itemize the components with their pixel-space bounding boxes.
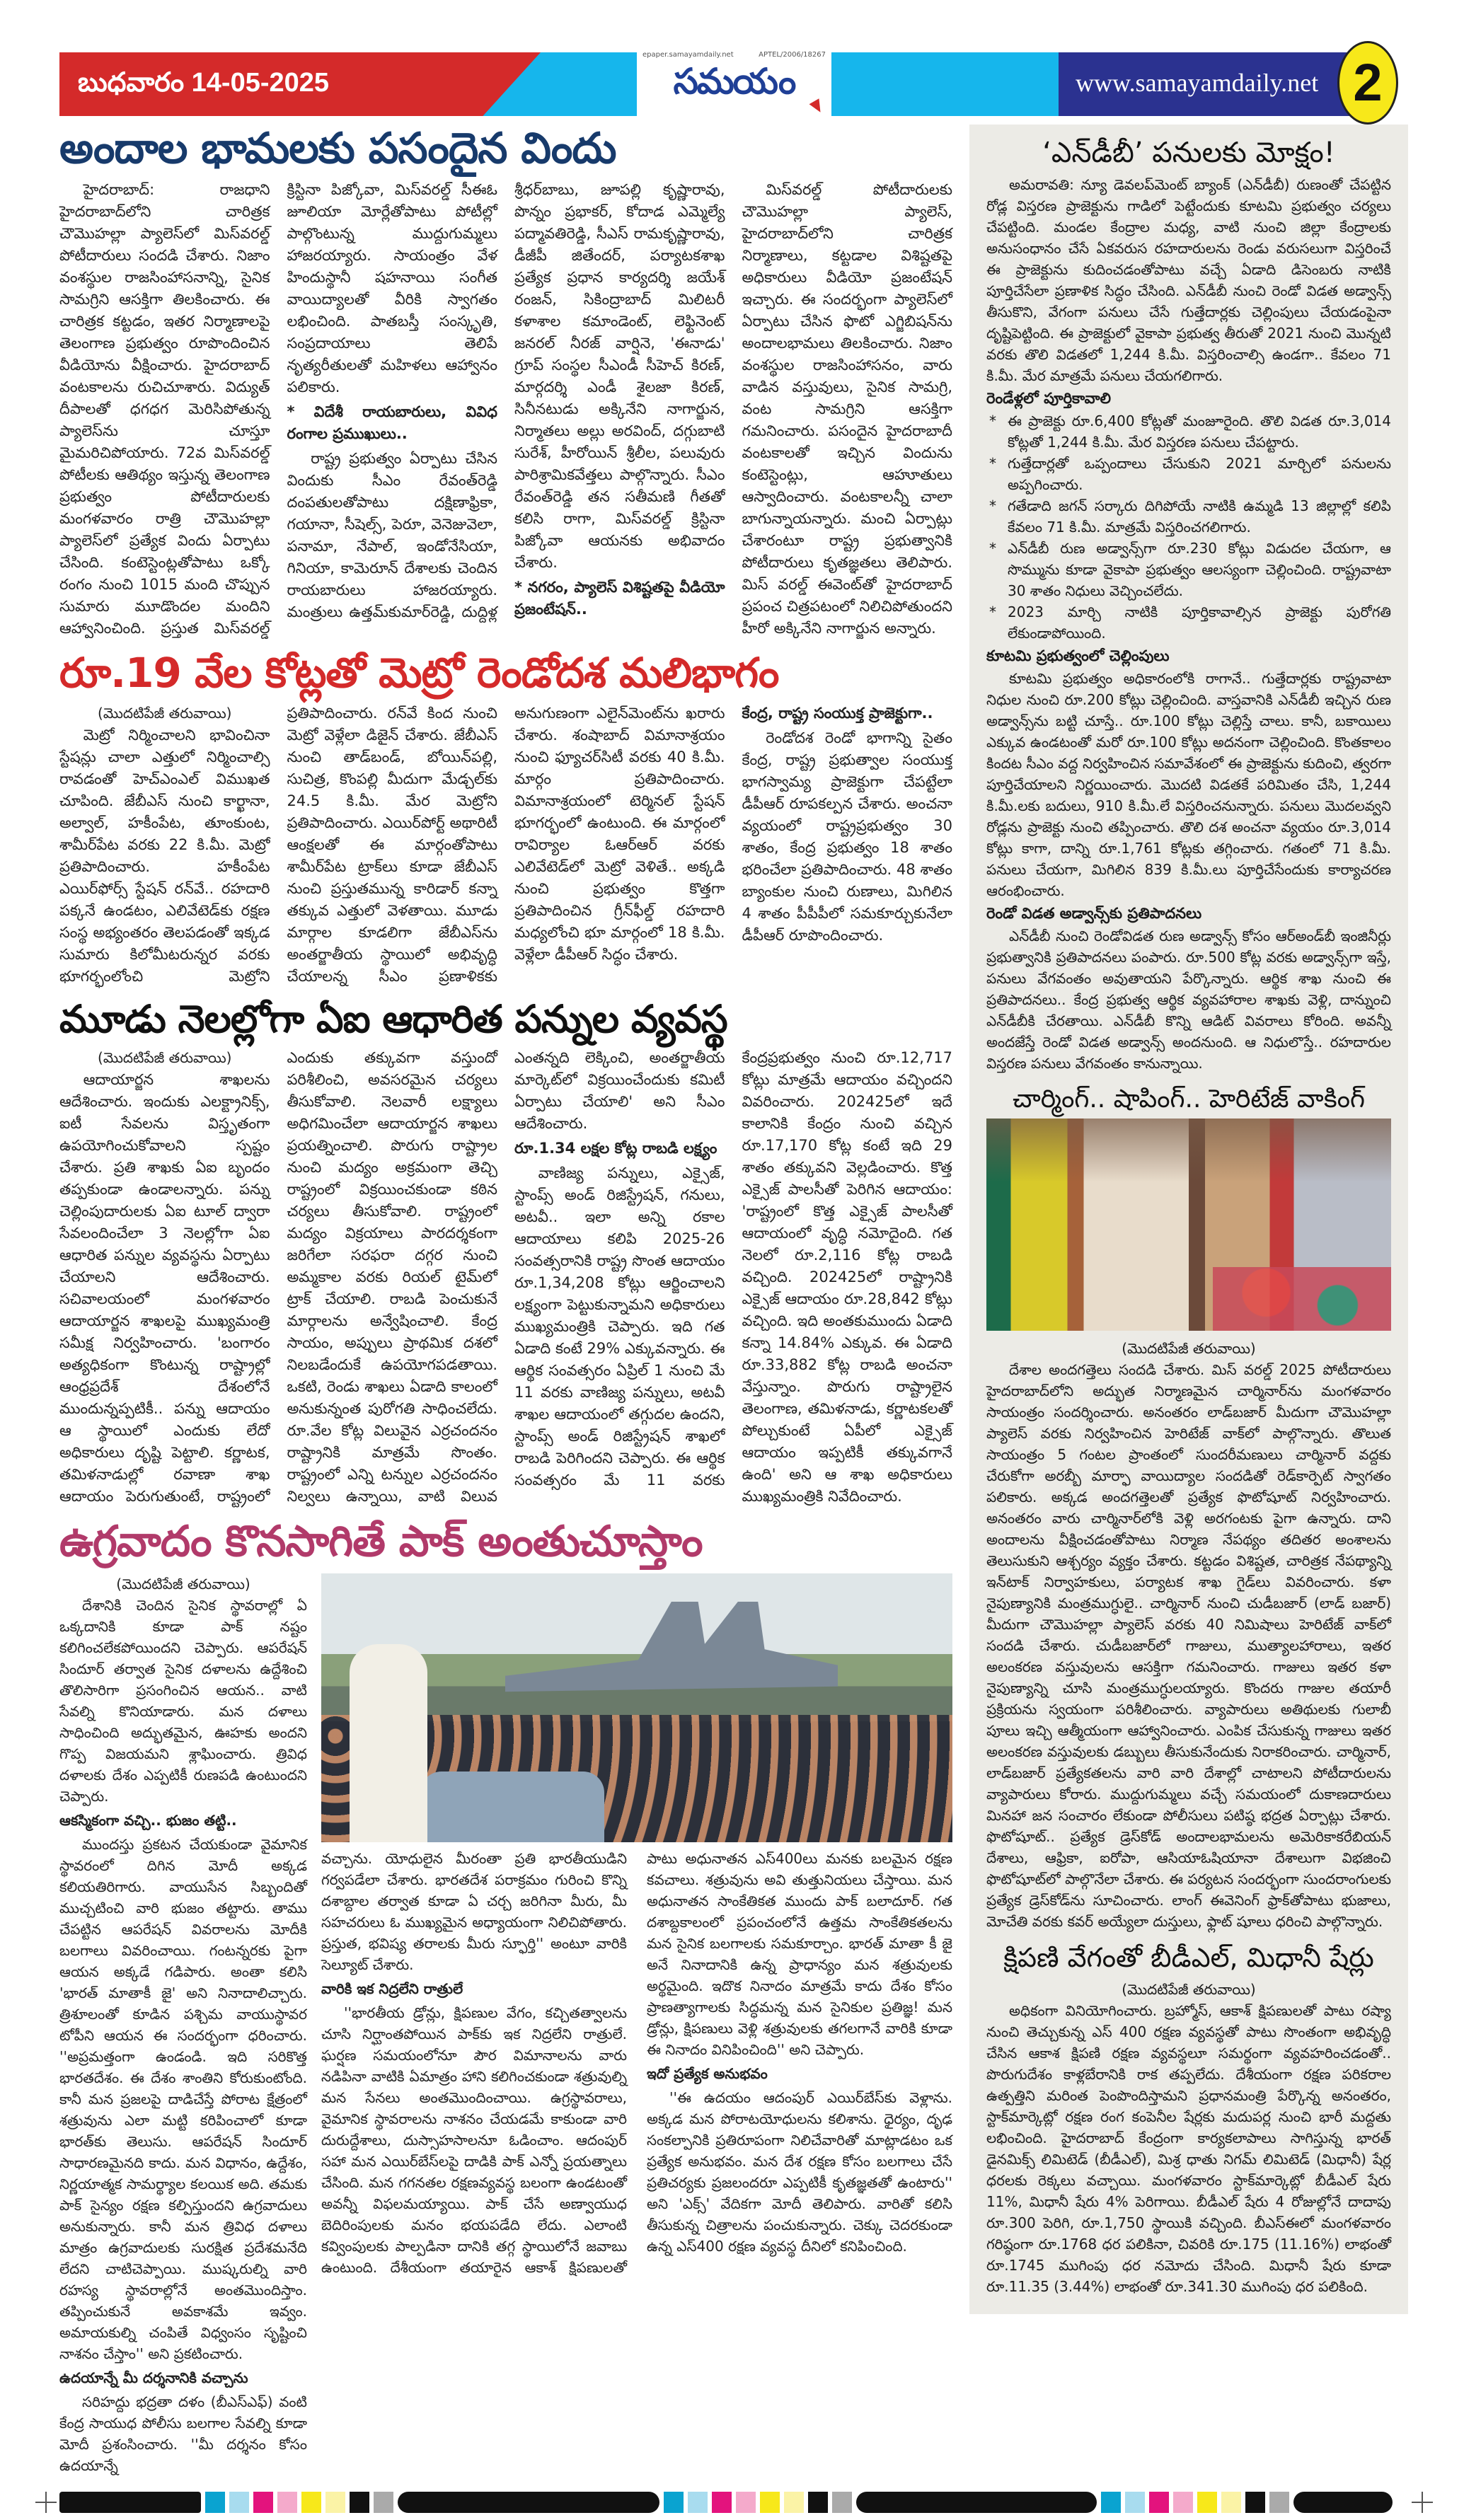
- photo-pm-with-air-force: [321, 1573, 952, 1842]
- subheading: కూటమి ప్రభుత్వంలో చెల్లింపులు: [986, 647, 1170, 664]
- headline-ndb: ‘ఎన్‌డీబీ’ పనులకు మోక్షం!: [1042, 137, 1335, 169]
- continued-label: (మొదటిపేజీ తరువాయి): [98, 1048, 232, 1066]
- headline-pak: ఉగ్రవాదం కొనసాగితే పాక్ అంతుచూస్తాం: [59, 1516, 703, 1566]
- headline-bdl: క్షిపణి వేగంతో బీడీఎల్, మిధానీ షేర్లు: [1003, 1942, 1374, 1974]
- fighter-jet: [505, 1602, 838, 1708]
- subheading: కేంద్ర, రాష్ట్ర సంయుక్త ప్రాజెక్టుగా..: [742, 704, 933, 722]
- article-metro-body: [59, 703, 952, 988]
- paragraph: సరిహద్దు భద్రతా దళం (బీఎస్‌ఎఫ్) వంటి కేంద్ర సాయుధ పోలీసు బలగాల సేవల్ని కూడా మోదీ ప్రశంసించారు. ''మీ దర్శనం కోసం ఉదయాన్నే: [59, 2393, 307, 2474]
- continued-label: (మొదటిపేజీ తరువాయి): [116, 1575, 250, 1593]
- article-pak-right: [321, 1573, 952, 2278]
- website-url: www.samayamdaily.net: [1076, 69, 1319, 97]
- page-body: [59, 125, 1408, 2476]
- list-item: * ఎన్‌డీబీ రుణ అడ్వాన్స్‌గా రూ.230 కోట్లు విడుదల చేయగా, ఆ సొమ్మును కూడా వైకాపా ప్రభుత్వం ఆలస్యంగా చెల్లించింది. రాష్ట్రవాటా 30 శాతం నిధులు వెచ్చించలేదు.: [986, 538, 1391, 601]
- subheading: ఉదయాన్నే మీ దర్శనానికి వచ్చాను: [59, 2369, 248, 2386]
- paragraph: ''భారతీయ డ్రోన్లు, క్షిపణుల వేగం, కచ్చితత్వాలను చూసి నిర్ఘాంతపోయిన పాక్‌కు ఇక నిద్రలేని రాత్రులే. ఘర్షణ సమయంలోనూ పౌర విమానాలను వారు నడిపినా వాటికి ఏమాత్రం హాని కలిగించకుండా శత్రువుల్ని మన సేనలు అంతమొందించాయి. ఉగ్రస్థావరాలు, వైమానిక స్థావరాలను నాశనం చేయడమే కాకుండా వారి దురుద్దేశాలు, దుస్సాహసాలనూ ఓడించాం. ఆదంపుర్ సహా మన ఎయిర్‌బేస్‌లపై దాడికి పాక్ ఎన్నో ప్రయత్నాలు చేసింది. మన గగనతల రక్షణవ్యవస్థ బలంగా ఉండటంతో అవన్నీ విఫలమయ్యాయి. పాక్ చేసే అణ్వాయుధ బెదిరింపులకు మనం భయపడేది లేదు. ఎలాంటి కవ్వింపులకు పాల్పడినా దానికి తగ్గ స్థాయిలోనే జవాబు ఉంటుంది. దేశీయంగా తయారైన ఆకాశ్ క్షిపణులతో పాటు అధునాతన ఎస్400లు మనకు బలమైన రక్షణ కవచాలు. శత్రువును అవి తుత్తునియలు చేస్తాయి. మన అధునాతన సాంకేతికత ముందు పాక్ బలాదూర్. గత దశాబ్దకాలంలో ప్రపంచంలోనే ఉత్తమ సాంకేతికతలను మన సైనిక బలగాలకు సమకూర్చాం. భారత్ మాతా కీ జై అనే నినాదానికి ఉన్న ప్రాధాన్యం మన శత్రువులకు అర్థమైంది. ఇదొక నినాదం మాత్రమే కాదు దేశం కోసం ప్రాణత్యాగాలకు సిద్ధమన్న మన సైనికుల ప్రతిజ్ఞ! మన డ్రోన్లు, క్షిపణులు వెళ్లి శత్రువులకు తగలగానే వారికి కూడా ఈ నినాదం వినిపించింది'' అని చెప్పారు.: [321, 1849, 952, 2276]
- subheading: రూ.1.34 లక్షల కోట్ల రాబడి లక్ష్యం: [514, 1139, 717, 1157]
- subheading: ఆకస్మికంగా వచ్చి.. భుజం తట్టి..: [59, 1811, 237, 1829]
- masthead: [0, 0, 1464, 120]
- article-charminar-body: [986, 1338, 1391, 1932]
- paragraph: మెట్రో నిర్మించాలని భావించినా స్టేషన్లు చాలా ఎత్తులో నిర్మించాల్సి రావడంతో హెచ్‌ఎంఎల్ విముఖత చూపింది. జేబీఎస్ నుంచి కార్ఖానా, అల్వాల్, హకీంపేట, తూంకుంట, శామీర్‌పేట వరకు 22 కి.మీ. మెట్రో ప్రతిపాదించారు. హకీంపేట ఎయిర్‌ఫోర్స్ స్టేషన్ రన్‌వే.. రహదారి పక్కనే ఉండటం, ఎలివేటెడ్‌కు రక్షణ సంస్థ అభ్యంతరం తెలపడంతో ఇక్కడ సుమారు కిలోమీటరున్నర వరకు భూగర్భంలోంచి మెట్రోని ప్రతిపాదించారు. రన్‌వే కింద నుంచి మెట్రో వెళ్లేలా డిజైన్ చేశారు. జేబీఎస్ నుంచి తాడ్‌బండ్, బోయిన్‌పల్లి, సుచిత్ర, కొంపల్లి మీదుగా మేడ్చల్‌కు 24.5 కి.మీ. మేర మెట్రోని ప్రతిపాదించారు. ఎయిర్‌పోర్ట్ అథారిటీ ఆంక్షలతో ఈ మార్గంతోపాటు శామీర్‌పేట ట్రాక్‌లు కూడా జేబీఎస్ నుంచి ప్రస్తుతమున్న కారిడార్ కన్నా తక్కువ ఎత్తులో వెళతాయి. మూడు మార్గాల కూడలిగా జేబీఎస్‌ను అంతర్జాతీయ స్థాయిలో అభివృద్ధి చేయాలన్న సీఎం ప్రణాళికకు అనుగుణంగా ఎలైన్‌మెంట్‌ను ఖరారు చేశారు. శంషాబాద్ విమానాశ్రయం నుంచి ఫ్యూచర్‌సిటీ వరకు 40 కి.మీ. మార్గం ప్రతిపాదించారు. విమానాశ్రయంలో టెర్మినల్ స్టేషన్ భూగర్భంలో ఉంటుంది. ఈ మార్గంలో రావిర్యాల ఓఆర్‌ఆర్ వరకు ఎలివేటెడ్‌లో మెట్రో వెళితే.. అక్కడి నుంచి ప్రభుత్వం కొత్తగా ప్రతిపాదించిన గ్రీన్‌ఫీల్డ్ రహదారి మధ్యలోంచి భూ మార్గంలో 18 కి.మీ. వెళ్లేలా డీపీఆర్ సిద్ధం చేశారు.: [59, 704, 725, 985]
- page-number-badge: 2: [1337, 41, 1398, 125]
- continued-label: (మొదటిపేజీ తరువాయి): [98, 704, 232, 722]
- list-item: * 2023 మార్చి నాటికి పూర్తికావాల్సిన ప్రాజెక్టు పురోగతి లేకుండాపోయింది.: [986, 601, 1391, 644]
- paragraph: ఆదాయార్జన శాఖలను ఆదేశించారు. ఇందుకు ఎలక్ట్రానిక్స్, ఐటీ సేవలను విస్తృతంగా ఉపయోగించుకోవాలని స్పష్టం చేశారు. ప్రతి శాఖకు ఏఐ బృందం తప్పకుండా ఉండాలన్నారు. పన్ను చెల్లింపుదారులకు ఏఐ టూల్ ద్వారా సేవలందించేలా 3 నెలల్లోగా ఏఐ ఆధారిత పన్నుల వ్యవస్థను ఏర్పాటు చేయాలని ఆదేశించారు. సచివాలయంలో మంగళవారం ఆదాయార్జన శాఖలపై ముఖ్యమంత్రి సమీక్ష నిర్వహించారు. 'బంగారం అత్యధికంగా కొంటున్న రాష్ట్రాల్లో ఆంధ్రప్రదేశ్ దేశంలోనే ముందున్నప్పటికీ.. పన్ను ఆదాయం ఆ స్థాయిలో ఎందుకు లేదో అధికారులు దృష్టి పెట్టాలి. కర్ణాటక, తమిళనాడుల్లో రవాణా శాఖ ఆదాయం పెరుగుతుంటే, రాష్ట్రంలో ఎందుకు తక్కువగా వస్తుందో పరిశీలించి, అవసరమైన చర్యలు తీసుకోవాలి. నెలవారీ లక్ష్యాలు అధిగమించేలా ఆదాయార్జన శాఖలు ప్రయత్నించాలి. పొరుగు రాష్ట్రాల నుంచి మద్యం అక్రమంగా తెచ్చి రాష్ట్రంలో విక్రయించకుండా కఠిన చర్యలు తీసుకోవాలి. రాష్ట్రంలో మద్యం విక్రయాలు పారదర్శకంగా జరిగేలా సరఫరా దగ్గర నుంచి అమ్మకాల వరకు రియల్ టైమ్‌లో ట్రాక్ చేయాలి. రాబడి పెంచుకునే మార్గాలను అన్వేషించాలి. కేంద్ర సాయం, అప్పులు ప్రాథమిక దశలో నిలబడేందుకే ఉపయోగపడతాయి. ఒకటి, రెండు శాఖలు ఏడాది కాలంలో అనుకున్నంత పురోగతి సాధించలేదు. రూ.వేల కోట్ల విలువైన ఎర్రచందనం రాష్ట్రానికి మాత్రమే సొంతం. రాష్ట్రంలో ఎన్ని టన్నుల ఎర్రచందనం నిల్వలు ఉన్నాయి, వాటి విలువ ఎంతన్నది లెక్కించి, అంతర్జాతీయ మార్కెట్‌లో విక్రయించేందుకు కమిటీ ఏర్పాటు చేయాలి' అని సీఎం ఆదేశించారు.: [59, 1048, 725, 1505]
- issue-date: బుధవారం 14-05-2025: [78, 68, 330, 98]
- article-ndb-body: [986, 174, 1391, 1074]
- article-pak-left-column: [59, 1573, 307, 2476]
- sidebar-panel: [969, 125, 1408, 2314]
- subheading: * నగరం, ప్యాలెస్ విశిష్టతపై వీడియో ప్రజంటేషన్..: [514, 579, 725, 618]
- continued-label: (మొదటిపేజీ తరువాయి): [1122, 1340, 1256, 1358]
- headline-metro: రూ.19 వేల కోట్లతో మెట్రో రెండోదశ మలిభాగం: [59, 649, 779, 697]
- headline-charminar: చార్మింగ్.. షాపింగ్.. హెరిటేజ్ వాకింగ్: [1013, 1085, 1365, 1114]
- registration-crosshair: [1412, 2492, 1433, 2513]
- shop-ceiling: [986, 1119, 1391, 1182]
- paragraph: దేశానికి చెందిన సైనిక స్థావరాల్లో ఏ ఒక్కదానికి కూడా పాక్ నష్టం కలిగించలేకపోయిందని చెప్పారు. ఆపరేషన్ సిందూర్ తర్వాత సైనిక దళాలను ఉద్దేశించి తొలిసారిగా ప్రసంగించిన ఆయన.. వాటి సేవల్ని కొనియాడారు. మన దళాలు సాధించింది అద్భుతమైన, ఊహకు అందని గొప్ప విజయమని శ్లాఘించారు. త్రివిధ దళాలకు దేశం ఎప్పటికీ రుణపడి ఉంటుందని చెప్పారు.: [59, 1596, 307, 1805]
- article-dinner-body: [59, 179, 952, 640]
- subheading: * విదేశీ రాయబారులు, వివిధ రంగాల ప్రముఖులు..: [287, 403, 497, 442]
- paragraph: వాణిజ్య పన్నులు, ఎక్సైజ్, స్టాంప్స్ అండ్ రిజిస్ట్రేషన్, గనులు, అటవీ.. ఇలా అన్ని రకాల ఆదాయాలు కలిపి 2025‑26 సంవత్సరానికి రాష్ట్ర సొంత ఆదాయం రూ.1,34,208 కోట్లు ఆర్జించాలని లక్ష్యంగా పెట్టుకున్నామని అధికారులు ముఖ్యమంత్రికి చెప్పారు. ఇది గత ఏడాది కంటే 29% ఎక్కువన్నారు. ఈ ఆర్థిక సంవత్సరం ఏప్రిల్ 1 నుంచి మే 11 వరకు వాణిజ్య పన్నులు, అటవీ శాఖల ఆదాయంలో తగ్గుదల ఉందని, స్టాంప్స్ అండ్ రిజిస్ట్రేషన్ శాఖలో రాబడి పెరిగిందని చెప్పారు. ఈ ఆర్థిక సంవత్సరం మే 11 వరకు కేంద్రప్రభుత్వం నుంచి రూ.12,717 కోట్లు మాత్రమే ఆదాయం వచ్చిందని వివరించారు. 202425లో ఇదే కాలానికి కేంద్రం నుంచి వచ్చిన రూ.17,170 కోట్ల కంటే ఇది 29 శాతం తక్కువని వెల్లడించారు. కొత్త ఎక్సైజ్ పాలసీతో పెరిగిన ఆదాయం: 'రాష్ట్రంలో కొత్త ఎక్సైజ్ పాలసీతో ఆదాయంలో వృద్ధి నమోదైంది. గత నెలలో రూ.2,116 కోట్ల రాబడి వచ్చింది. 202425లో రాష్ట్రానికి ఎక్సైజ్ ఆదాయం రూ.28,842 కోట్లు వచ్చింది. ఇది అంతకుముందు ఏడాది కన్నా 14.84% ఎక్కువ. ఈ ఏడాది రూ.33,882 కోట్ల రాబడి అంచనా వేస్తున్నాం. పొరుగు రాష్ట్రాలైన తెలంగాణ, తమిళనాడు, కర్ణాటకలతో పోల్చుకుంటే ఏపీలో ఎక్సైజ్ ఆదాయం ఇప్పటికీ తక్కువగానే ఉంది' అని ఆ శాఖ అధికారులు ముఖ్యమంత్రికి నివేదించారు.: [514, 1048, 952, 1505]
- bullet-list: [986, 410, 1391, 644]
- photo-contestants-shopping: [986, 1119, 1391, 1331]
- registration-number: APTEL/2006/18267: [759, 51, 826, 59]
- paragraph: కూటమి ప్రభుత్వం అధికారంలోకి రాగానే.. గుత్తేదార్లకు రాష్ట్రవాటా నిధుల నుంచి రూ.200 కోట్లు చెల్లించింది. వాస్తవానికి ఎన్‌డీబీ ఇచ్చిన రుణ అడ్వాన్స్‌ను బట్టి చూస్తే.. రూ.100 కోట్లు చెల్లిస్తే చాలు. కానీ, బకాయిలు ఎక్కువ ఉండటంతో మరో రూ.100 కోట్లు అదనంగా చెల్లించింది. కొంతకాలం కిందట సీఎం వద్ద నిర్వహించిన సమావేశంలో ఈ ప్రాజెక్టును కుదించి, త్వరగా పూర్తిచేయాలని నిర్ణయించారు. మొదటి విడతకే పరిమితం చేసి, 1,244 కి.మీ.లకు బదులు, 910 కి.మీ.లే విస్తరించనున్నారు. పనులు మొదలవ్వని రోడ్లను ప్రాజెక్టు నుంచి తప్పించారు. తొలి దశ అంచనా వ్యయం రూ.3,014 కోట్లు కాగా, దాన్ని రూ.1,761 కోట్లకు తగ్గించారు. గతంలో 71 కి.మీ. పనులు చేయగా, మిగిలిన 839 కి.మీ.లు పూర్తిచేసేందుకు కార్యాచరణ ఆరంభించారు.: [986, 670, 1391, 899]
- list-item: * ఈ ప్రాజెక్టు రూ.6,400 కోట్లతో మంజూరైంది. తొలి విడత రూ.3,014 కోట్లతో 1,244 కి.మీ. మేర విస్తరణ పనులు చేపట్టారు.: [986, 410, 1391, 453]
- paragraph: రాష్ట్ర ప్రభుత్వం ఏర్పాటు చేసిన విందుకు సీఎం రేవంత్‌రెడ్డి దంపతులతోపాటు దక్షిణాఫ్రికా, గయానా, సీషెల్స్, పెరూ, వెనెజువెలా, పనామా, నేపాల్, ఇండోనేసియా, గినియా, కామెరూన్ దేశాలకు చెందిన రాయబారులు హాజరయ్యారు. మంత్రులు ఉత్తమ్‌కుమార్‌రెడ్డి, దుద్దిళ్ల శ్రీధర్‌బాబు, జూపల్లి కృష్ణారావు, పొన్నం ప్రభాకర్, కోదాడ ఎమ్మెల్యే పద్మావతిరెడ్డి, సీఎస్ రామకృష్ణారావు, డీజీపీ జితేందర్, పర్యాటకశాఖ ప్రత్యేక ప్రధాన కార్యదర్శి జయేశ్ రంజన్, సికింద్రాబాద్ మిలిటరీ కళాశాల కమాండెంట్, లెఫ్టినెంట్ జనరల్ నీరజ్ వార్షినె, 'ఈనాడు' గ్రూప్ సంస్థల సీఎండీ సీహెచ్ కిరణ్, మార్గదర్శి ఎండీ శైలజా కిరణ్, సినీనటుడు అక్కినేని నాగార్జున, నిర్మాతలు అల్లు అరవింద్, దగ్గుబాటి సురేశ్, హీరోయిన్ శ్రీలీల, పలువురు పారిశ్రామికవేత్తలు పాల్గొన్నారు. సీఎం రేవంత్‌రెడ్డి తన సతీమణి గీతతో కలిసి రాగా, మిస్‌వరల్డ్ క్రిస్టినా పిజ్కోవా ఆయనకు అభివాదం చేశారు.: [287, 181, 725, 620]
- person: [350, 1644, 427, 1842]
- paragraph: మిస్‌వరల్డ్ పోటీదారులకు చౌమొహల్లా ప్యాలెస్, హైదరాబాద్‌లోని చారిత్రక నిర్మాణాలు, కట్టడాల విశిష్టతపై అధికారులు వీడియో ప్రజంటేషన్ ఇచ్చారు. ఈ సందర్భంగా ప్యాలెస్‌లో ఏర్పాటు చేసిన ఫొటో ఎగ్జిబిషన్‌ను అందాలభామలు తిలకించారు. నిజాం వంశస్థుల రాజసింహాసనం, వారు వాడిన వస్తువులు, సైనిక సామగ్రి, వంట సామగ్రిని ఆసక్తిగా గమనించారు. పసందైన హైదరాబాదీ వంటకాలతో ఇచ్చిన విందును కంటెస్టెంట్లు, ఆహూతులు ఆస్వాదించారు. వంటకాలన్నీ చాలా బాగున్నాయన్నారు. మంచి ఏర్పాట్లు చేశారంటూ రాష్ట్ర ప్రభుత్వానికి పోటీదారులు కృతజ్ఞతలు తెలిపారు. మిస్ వరల్డ్ ఈవెంట్‌తో హైదరాబాద్ ప్రపంచ చిత్రపటంలో నిలిచిపోతుందని హీరో అక్కినేని నాగార్జున అన్నారు.: [742, 181, 952, 637]
- article-ai-tax-body: [59, 1047, 952, 1508]
- list-item: * గుత్తేదార్లతో ఒప్పందాలు చేసుకుని 2021 మార్చిలో పనులను అప్పగించారు.: [986, 453, 1391, 495]
- newspaper-logo: [637, 47, 831, 120]
- logo-wordmark: సమయం: [673, 61, 795, 102]
- article-pak-bottom-columns: [321, 1848, 952, 2278]
- article-bdl-body: [986, 1979, 1391, 2297]
- paragraph: వచ్చాను. యోధులైన మీరంతా ప్రతి భారతీయుడిని గర్వపడేలా చేశారు. భారతదేశ పరాక్రమం గురించి కొన్ని దశాబ్దాల తర్వాత కూడా ఏ చర్చ జరిగినా మీరు, మీ సహచరులు ఓ ముఖ్యమైన అధ్యాయంగా నిలిచిపోతారు. ప్రస్తుత, భవిష్య తరాలకు మీరు స్ఫూర్తి'' అంటూ వారికి సెల్యూట్ చేశారు.: [321, 1849, 627, 1973]
- main-news-area: [59, 125, 952, 2476]
- article-pak: [59, 1573, 952, 2476]
- print-color-bar: [59, 2490, 1404, 2514]
- paragraph: హైదరాబాద్: రాజధాని హైదరాబాద్‌లోని చారిత్రక చౌమొహల్లా ప్యాలెస్‌లో మిస్‌వరల్డ్ పోటీదారులు సందడి చేశారు. నిజాం వంశస్థుల రాజసింహాసనాన్ని, సైనిక సామగ్రిని ఆసక్తిగా తిలకించారు. ఈ చారిత్రక కట్టడం, ఇతర నిర్మాణాలపై తెలంగాణ ప్రభుత్వం రూపొందించిన వీడియోను వీక్షించారు. హైదరాబాద్ వంటకాలను రుచిచూశారు. విద్యుత్ దీపాలతో ధగధగ మెరిసిపోతున్న ప్యాలెస్‌ను చూస్తూ మైమరిచిపోయారు. 72వ మిస్‌వరల్డ్ పోటీలకు ఆతిథ్యం ఇస్తున్న తెలంగాణ ప్రభుత్వం పోటీదారులకు మంగళవారం రాత్రి చౌమొహల్లా ప్యాలెస్‌లో ప్రత్యేక విందు ఏర్పాటు చేసింది. కంటెస్టెంట్లతోపాటు ఒక్కో రంగం నుంచి 1015 మంది చొప్పున సుమారు మూడొందల మందిని ఆహ్వానించింది. ప్రస్తుత మిస్‌వరల్డ్ క్రిస్టినా పిజ్కోవా, మిస్‌వరల్డ్ సీఈఓ జూలియా మోర్లేతోపాటు పోటీల్లో పాల్గొంటున్న ముద్దుగుమ్మలు హాజరయ్యారు. సాయంత్రం వేళ హిందుస్థానీ షహనాయి సంగీత వాయిద్యాలతో వీరికి స్వాగతం లభించింది. పాతబస్తీ సంస్కృతి, సంప్రదాయాలు తెలిపే నృత్యరీతులతో మహిళలు ఆహ్వానం పలికారు.: [59, 181, 497, 637]
- paragraph: అధికంగా వినియోగించారు. బ్రహ్మోస్, ఆకాశ్ క్షిపణులతో పాటు రష్యా నుంచి తెచ్చుకున్న ఎస్ 400 రక్షణ వ్యవస్థతో పాటు సొంతంగా అభివృద్ధి చేసిన ఆకాశ క్షిపణి రక్షణ వ్యవస్థలూ సమర్థంగా వ్యవహరించడంతో.. పొరుగుదేశం కాళ్లబేరానికి రాక తప్పలేదు. దేశీయంగా రక్షణ పరికరాల ఉత్పత్తిని మరింత పెంపొందిస్తామని ప్రధానమంత్రి పేర్కొన్న అనంతరం, స్టాక్‌మార్కెట్లో రక్షణ రంగ కంపెనీల షేర్లకు మదుపర్ల నుంచి భారీ మద్దతు లభించింది. హైదరాబాద్ కేంద్రంగా కార్యకలాపాలు సాగిస్తున్న భారత్ డైనమిక్స్ లిమిటెడ్ (బీడీఎల్), మిశ్ర ధాతు నిగమ్ లిమిటెడ్ (మిధానీ) షేర్ల ధరలకు రెక్కలు వచ్చాయి. మంగళవారం స్టాక్‌మార్కెట్లో బీడీఎల్ షేరు 11%, మిధానీ షేరు 4% పెరిగాయి. బీడీఎల్ షేరు 4 రోజుల్లోనే దాదాపు రూ.300 పెరిగి, రూ.1,750 స్థాయికి వచ్చింది. బీఎస్‌ఈలో మంగళవారం గరిష్ఠంగా రూ.1768 ధర పలికినా, చివరికి రూ.175 (11.16%) లాభంతో రూ.1745 ముగింపు ధర నమోదు చేసింది. మిధానీ షేరు కూడా రూ.11.35 (3.44%) లాభంతో రూ.341.30 ముగింపు ధర పలికింది.: [986, 2001, 1391, 2295]
- paragraph: దేశాల అందగత్తెలు సందడి చేశారు. మిస్ వరల్డ్ 2025 పోటీదారులు హైదరాబాద్‌లోని అద్భుత నిర్మాణమైన చార్మినార్‌ను మంగళవారం సాయంత్రం సందర్శించారు. అనంతరం లాడ్‌బజార్ మీదుగా చౌమొహల్లా ప్యాలెస్ వరకు నిర్వహించిన హెరిటేజ్ వాక్‌లో పాల్గొన్నారు. తొలుత సాయంత్రం 5 గంటల ప్రాంతంలో సుందరీమణులు చార్మినార్ వద్దకు చేరుకోగా అరబ్బీ మార్ఫా వాయిద్యాల సందడితో రెడ్‌కార్పెట్ స్వాగతం పలికారు. అక్కడ అందగత్తెలతో ప్రత్యేక ఫొటోషూట్ నిర్వహించారు. అనంతరం వారు చార్మినార్‌లోకి వెళ్లి అరగంటకు పైగా ఉన్నారు. దాని అందాలను వీక్షించడంతోపాటు నిర్మాణ నేపథ్యం తదితర అంశాలను తెలుసుకుని ఆశ్చర్యం వ్యక్తం చేశారు. కట్టడం విశిష్టత, చారిత్రక నేపథ్యాన్ని ఇన్‌టాక్ నిర్వాహకులు, పర్యాటక శాఖ గైడ్‌లు వివరించారు. కళా నైపుణ్యానికి మంత్రముగ్ధులై.. చార్మినార్ నుంచి చుడీబజార్ (లాడ్ బజార్) మీదుగా చౌమొహల్లా ప్యాలెస్ వరకు 40 నిమిషాలు హెరిటేజ్ వాక్‌లో సందడి చేశారు. చుడీబజార్‌లో గాజులు, ముత్యాలహారాలు, ఇతర అలంకరణ వస్తువులను ఆసక్తిగా గమనించారు. గాజులు ఇతర కళా నైపుణ్యాన్ని చూసి మంత్రముగ్ధులయ్యారు. కొందరు గాజుల తయారీ ప్రక్రియను స్వయంగా పరిశీలించారు. వ్యాపారులు అతిథులకు గులాబీ పూలు ఇచ్చి ఆత్మీయంగా ఆహ్వానించారు. ఎంపిక చేసుకున్న గాజులు ఇతర అలంకరణ వస్తువులకు డబ్బులు తీసుకునేందుకు నిరాకరించారు. చార్మినార్, లాడ్‌బజార్ ప్రత్యేకతలను వారి వారి దేశాల్లో చాటాలని పోటీదారులను వ్యాపారులు కోరారు. ముద్దుగుమ్మలు వచ్చే సమయంలో దుకాణదారులు మినహా జన సంచారం లేకుండా పోలీసులు పటిష్ఠ భద్రత ఏర్పాట్లు చేశారు. ఫొటోషూట్.. ప్రత్యేక డ్రెస్‌కోడ్ అందాలభామలను అమెరికాకరేబియన్ దేశాలు, ఆఫ్రికా, ఐరోపా, ఆసియాఓషియానా దేశాలుగా విభజించి ఫొటోషూట్‌లో పాల్గొనేలా చేశారు. ఈ పర్యటన సందర్భంగా సుందరాంగులకు ప్రత్యేక డ్రెస్‌కోడ్‌ను సూచించారు. లాంగ్ ఈవెనింగ్ ఫ్రాక్‌తోపాటు భుజాలు, మోచేతి వరకు కవర్ అయ్యేలా దుస్తులు, ఫ్లాట్ షూలు ధరించి పాల్గొన్నారు.: [986, 1361, 1391, 1931]
- paragraph: ఎన్‌డీబీ నుంచి రెండోవిడత రుణ అడ్వాన్స్ కోసం ఆర్‌అండ్‌బీ ఇంజినీర్లు ప్రభుత్వానికి ప్రతిపాదనలు పంపారు. రూ.500 కోట్ల వరకు అడ్వాన్స్‌గా ఇస్తే, పనులు వేగవంతం అవుతాయని పేర్కొన్నారు. ఆర్థిక శాఖ నుంచి ఈ ప్రతిపాదనలు.. కేంద్ర ప్రభుత్వ ఆర్థిక వ్యవహారాల శాఖకు వెళ్లి, దాన్నుంచి ఎన్‌డీబీకి చేరతాయి. ఎన్‌డీబీ కొన్ని ఆడిట్ వివరాలు కోరింది. అవన్నీ అందజేస్తే రెండో విడత అడ్వాన్స్ అందనుంది. ఆ నిధులొస్తే.. రహదారుల విస్తరణ పనులు వేగవంతం కానున్నాయి.: [986, 927, 1391, 1072]
- paragraph: ''ఈ ఉదయం ఆదంపుర్ ఎయిర్‌బేస్‌కు వెళ్లాను. అక్కడ మన పోరాటయోధులను కలిశాను. ధైర్యం, దృఢ సంకల్పానికి ప్రతిరూపంగా నిలిచేవారితో మాట్లాడటం ఒక ప్రత్యేక అనుభవం. మన దేశ రక్షణ కోసం బలగాలు చేసే ప్రతిచర్యకు ప్రజలందరూ ఎప్పటికీ కృతజ్ఞతతో ఉంటారు'' అని 'ఎక్స్' వేదికగా మోదీ తెలిపారు. వారితో కలిసి తీసుకున్న చిత్రాలను పంచుకున్నారు. చెక్కు చెదరకుండా ఉన్న ఎస్400 రక్షణ వ్యవస్థ దీనిలో కనిపించింది.: [647, 2088, 952, 2255]
- subheading: వారికి ఇక నిద్రలేని రాత్రులే: [321, 1979, 463, 1997]
- paragraph: రెండోదశ రెండో భాగాన్ని సైతం కేంద్ర, రాష్ట్ర ప్రభుత్వాల సంయుక్త భాగస్వామ్య ప్రాజెక్టుగా చేపట్టేలా డీపీఆర్ రూపకల్పన చేశారు. అంచనా వ్యయంలో రాష్ట్రప్రభుత్వం 30 శాతం, కేంద్ర ప్రభుత్వం 18 శాతం భరించేలా ప్రతిపాదించారు. 48 శాతం బ్యాంకుల నుంచి రుణాలు, మిగిలిన 4 శాతం పీపీపీలో సమకూర్చుకునేలా డీపీఆర్ రూపొందించారు.: [742, 729, 952, 944]
- continued-label: (మొదటిపేజీ తరువాయి): [1122, 1980, 1256, 1998]
- headline-dinner: అందాల భామలకు పసందైన విందు: [59, 124, 616, 173]
- print-marks: [0, 2485, 1464, 2520]
- paragraph: ముందస్తు ప్రకటన చేయకుండా వైమానిక స్థావరంలో దిగిన మోదీ అక్కడ కలియతిరిగారు. వాయుసేన సిబ్బందితో ముచ్చటించి వారి భుజం తట్టారు. తాము చేపట్టిన ఆపరేషన్ వివరాలను మోదీకి బలగాలు వివరించాయి. గంటన్నరకు పైగా ఆయన అక్కడే గడిపారు. అంతా కలిసి 'భారత్ మాతాకీ జై' అని నినాదాలిచ్చారు. త్రిశూలంతో కూడిన పశ్చిమ వాయుస్థావర టోపీని ఆయన ఈ సందర్భంగా ధరించారు. ''అప్రమత్తంగా ఉండండి. ఇది సరికొత్త భారతదేశం. ఈ దేశం శాంతిని కోరుకుంటోంది. కానీ మన ప్రజలపై దాడిచేస్తే పోరాట క్షేత్రంలో శత్రువును ఎలా మట్టి కరిపించాలో కూడా భారత్‌కు తెలుసు. ఆపరేషన్ సిందూర్ సాధారణమైనది కాదు. మన విధానం, ఉద్దేశం, నిర్ణయాత్మక సామర్థ్యాల కలయిక అది. తమకు పాక్ సైన్యం రక్షణ కల్పిస్తుందని ఉగ్రవాదులు అనుకున్నారు. కానీ మన త్రివిధ దళాలు మాత్రం ఉగ్రవాదులకు సురక్షిత ప్రదేశమనేది లేదని చాటిచెప్పాయి. ముష్కరుల్ని వారి రహస్య స్థావరాల్లోనే అంతమొందిస్తాం. తప్పించుకునే అవకాశమే ఇవ్వం. అమాయకుల్ని చంపితే విధ్వంసం సృష్టించి నాశనం చేస్తాం'' అని ప్రకటించారు.: [59, 1835, 307, 2362]
- subheading: రెండేళ్లలో పూర్తికావాలి: [986, 390, 1112, 407]
- subheading: ఇదో ప్రత్యేక అనుభవం: [647, 2064, 768, 2082]
- paragraph: అమరావతి: న్యూ డెవలప్‌మెంట్ బ్యాంక్ (ఎన్‌డీబీ) రుణంతో చేపట్టిన రోడ్ల విస్తరణ ప్రాజెక్టును గాడిలో పెట్టేందుకు కూటమి ప్రభుత్వం చర్యలు చేపట్టింది. మండల కేంద్రాల మధ్య, వాటి నుంచి జిల్లా కేంద్రాలకు అనుసంధానం చేసే ఏకవరుస రహదారులను రెండు వరుసలుగా విస్తరించే ఈ ప్రాజెక్టును కుదించడంతోపాటు వచ్చే ఏడాది డిసెంబరు నాటికి పూర్తిచేసేలా ప్రణాళిక సిద్ధం చేసింది. ఎన్‌డీబీ నుంచి రెండో విడత అడ్వాన్స్ తీసుకొని, వేగంగా పనులు చేసే గుత్తేదార్లకు చెల్లింపులు చేయడంపైనా దృష్టిపెట్టింది. ఈ ప్రాజెక్టులో వైకాపా ప్రభుత్వ తీరుతో 2021 నుంచి మొన్నటి వరకు తొలి విడతలో 1,244 కి.మీ. విస్తరించాల్సి ఉండగా.. కేవలం 71 కి.మీ. మేర మాత్రమే పనులు చేయగలిగారు.: [986, 176, 1391, 384]
- vehicle: [420, 1771, 604, 1842]
- subheading: రెండో విడత అడ్వాన్స్‌కు ప్రతిపాదనలు: [986, 905, 1202, 922]
- headline-ai-tax: మూడు నెలల్లోగా ఏఐ ఆధారిత పన్నుల వ్యవస్థ: [59, 996, 727, 1041]
- registration-crosshair: [35, 2492, 57, 2513]
- list-item: * గతేడాది జగన్ సర్కారు దిగిపోయే నాటికి ఉమ్మడి 13 జిల్లాల్లో కలిపి కేవలం 71 కి.మీ. మాత్రమే విస్తరించగలిగారు.: [986, 495, 1391, 538]
- epaper-address: epaper.samayamdaily.net: [642, 51, 734, 59]
- bangle-tray: [1213, 1267, 1391, 1331]
